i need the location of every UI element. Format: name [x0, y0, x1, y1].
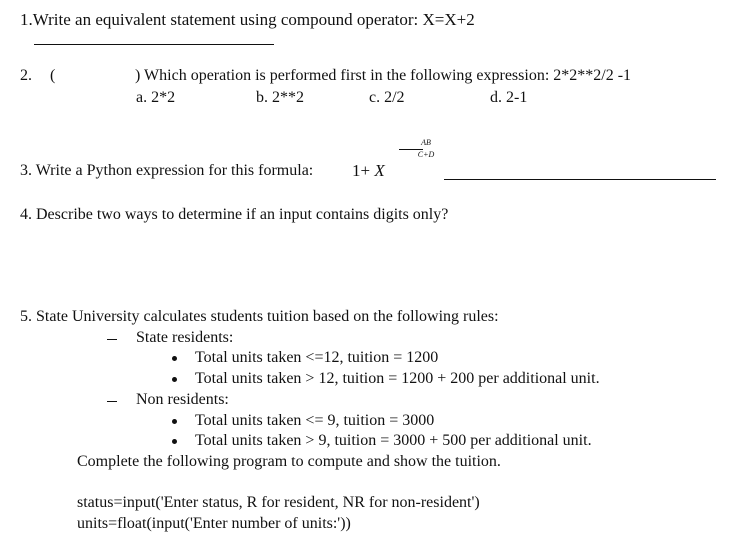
formula-exponent-numerator: AB	[421, 138, 431, 147]
question-1-text: 1.Write an equivalent statement using compound operator: X=X+2	[20, 10, 475, 29]
question-3-formula	[352, 138, 442, 178]
rule-state-2: Total units taken > 12, tuition = 1200 + 200 per additional unit.	[195, 370, 600, 387]
formula-variable: X	[374, 161, 385, 180]
question-3-answer-blank[interactable]	[444, 179, 716, 180]
group-label-state-residents: State residents:	[136, 329, 234, 346]
dot-bullet	[172, 377, 177, 382]
dot-bullet	[172, 439, 177, 444]
question-3-text: 3. Write a Python expression for this formula:	[20, 162, 314, 179]
formula-exponent-denominator: C+D	[417, 150, 435, 159]
question-4-text: 4. Describe two ways to determine if an input contains digits only?	[20, 206, 449, 223]
question-2-text: ) Which operation is performed first in the following expression: 2*2**2/2 -1	[135, 67, 632, 84]
group-label-non-residents: Non residents:	[136, 391, 229, 408]
dash-bullet	[107, 401, 117, 402]
dot-bullet	[172, 419, 177, 424]
question-2-option-c: c. 2/2	[369, 89, 405, 106]
question-2-option-b: b. 2**2	[256, 89, 304, 106]
question-5-intro: 5. State University calculates students tuition based on the following rules:	[20, 308, 499, 325]
question-2-option-a: a. 2*2	[136, 89, 176, 106]
question-5-instruction: Complete the following program to compute and show the tuition.	[77, 453, 501, 470]
rule-non-1: Total units taken <= 9, tuition = 3000	[195, 412, 435, 429]
formula-one-plus: 1+	[352, 161, 375, 180]
dot-bullet	[172, 356, 177, 361]
rule-state-1: Total units taken <=12, tuition = 1200	[195, 349, 439, 366]
formula-base	[352, 161, 385, 181]
question-2-option-d: d. 2-1	[490, 89, 528, 106]
dash-bullet	[107, 339, 117, 340]
code-line: status=input('Enter status, R for resident, NR for non-resident')	[77, 494, 480, 511]
code-line: units=float(input('Enter number of units:'))	[77, 515, 351, 532]
question-1-answer-blank[interactable]	[34, 44, 274, 45]
rule-non-2: Total units taken > 9, tuition = 3000 + 500 per additional unit.	[195, 432, 592, 449]
question-2-paren-open: (	[50, 67, 56, 84]
question-2-number: 2.	[20, 67, 32, 84]
